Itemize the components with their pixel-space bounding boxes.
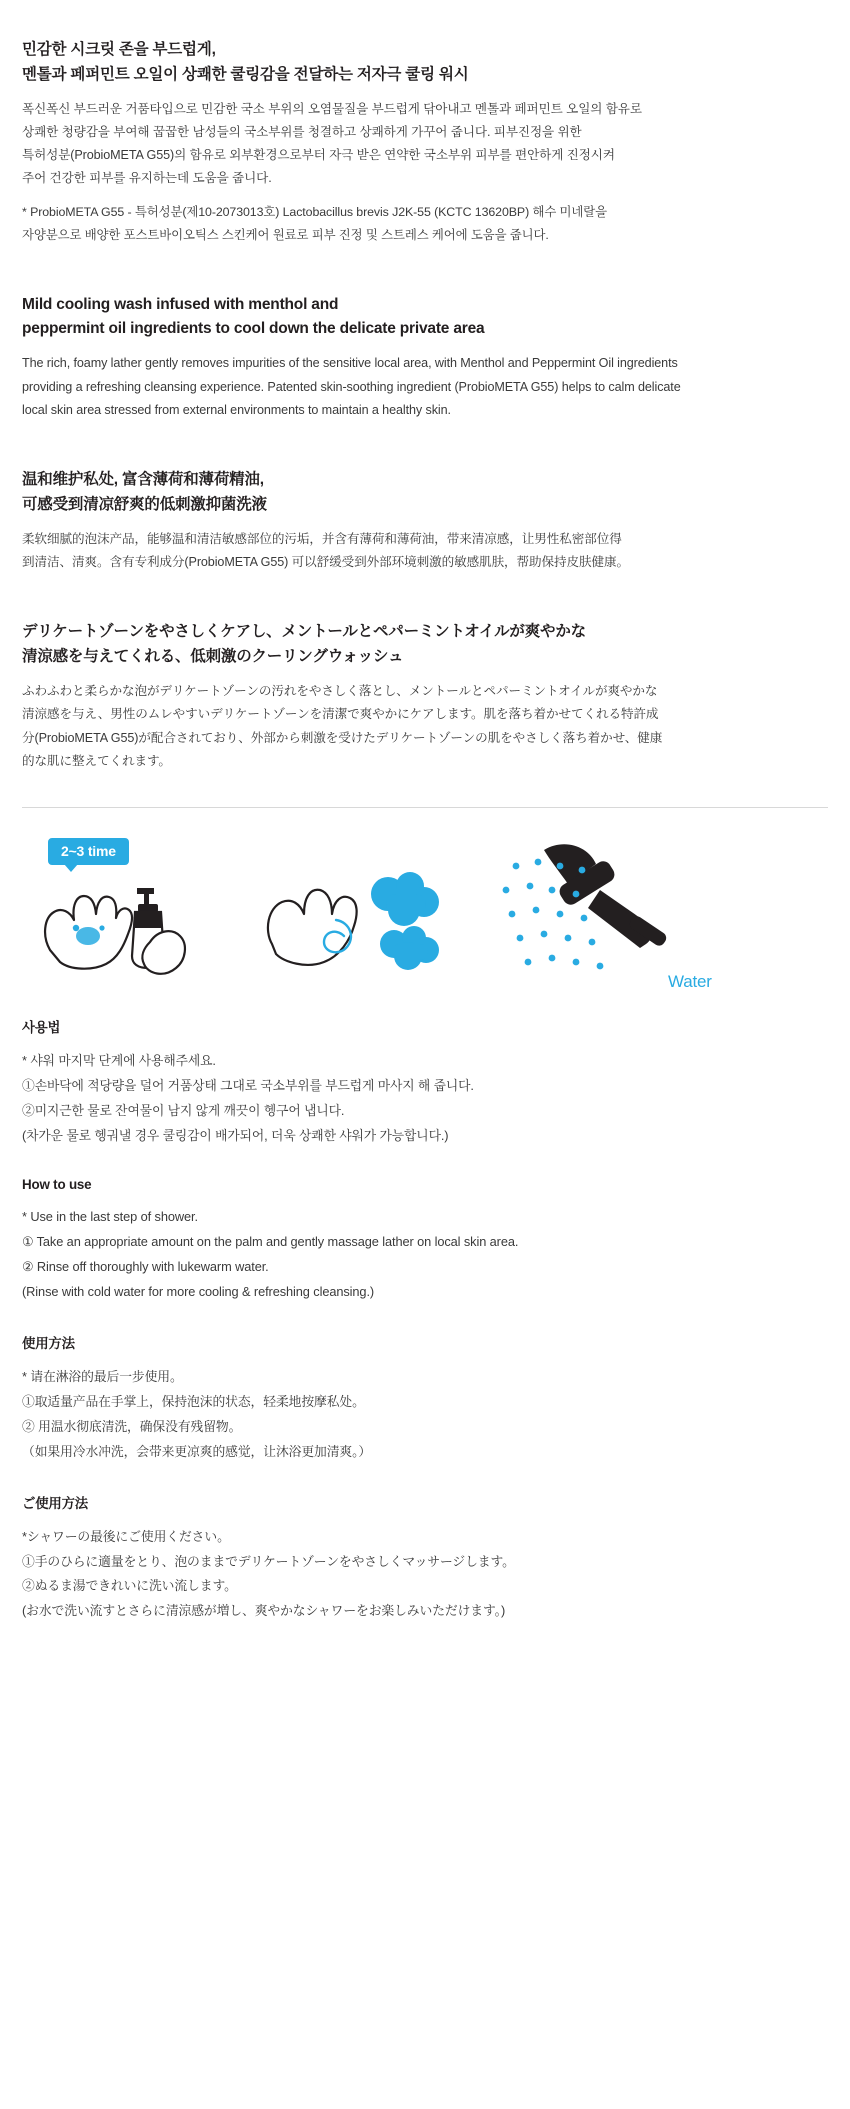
howto-japanese-line-1: *シャワーの最後にご使用ください。 bbox=[22, 1528, 230, 1544]
note-korean bbox=[22, 201, 828, 247]
howto-chinese-line-3: ② 用温水彻底清洗，确保没有残留物。 bbox=[22, 1418, 242, 1434]
headline-english-line-1: Mild cooling wash infused with menthol and bbox=[22, 295, 339, 313]
howto-korean-line-3: ②미지근한 물로 잔여물이 남지 않게 깨끗이 헹구어 냅니다. bbox=[22, 1103, 345, 1119]
howto-english-line-1: * Use in the last step of shower. bbox=[22, 1208, 198, 1224]
body-japanese-line-4: 的な肌に整えてくれます。 bbox=[22, 753, 171, 768]
headline-japanese-line-1: デリケートゾーンをやさしくケアし、メントールとペパーミントオイルが爽やかな bbox=[22, 623, 586, 641]
water-label: Water bbox=[668, 972, 712, 992]
headline-english-line-2: peppermint oil ingredients to cool down the delicate private area bbox=[22, 320, 485, 338]
headline-japanese-line-2: 清涼感を与えてくれる、低刺激のクーリングウォッシュ bbox=[22, 648, 404, 666]
section-divider bbox=[22, 807, 828, 808]
section-english bbox=[22, 293, 828, 422]
headline-korean bbox=[22, 38, 828, 88]
howto-korean-line-2: ①손바닥에 적당량을 덜어 거품상태 그대로 국소부위를 부드럽게 마사지 해 줍니다. bbox=[22, 1078, 474, 1094]
headline-chinese bbox=[22, 468, 828, 518]
foam-lather-icon bbox=[252, 832, 482, 1017]
body-japanese-line-3: 分(ProbioMETA G55)が配合されており、外部から刺激を受けたデリケートゾーンの肌をやさしく落ち着かせ、健康 bbox=[22, 730, 663, 745]
howto-english-title: How to use bbox=[22, 1176, 92, 1192]
headline-english bbox=[22, 293, 828, 343]
howto-chinese-title: 使用方法 bbox=[22, 1335, 75, 1351]
howto-japanese-line-2: ①手のひらに適量をとり、泡のままでデリケートゾーンをやさしくマッサージします。 bbox=[22, 1553, 515, 1569]
headline-chinese-line-1: 温和维护私处, 富含薄荷和薄荷精油, bbox=[22, 471, 264, 489]
body-english-line-2: providing a refreshing cleansing experience. Patented skin-soothing ingredient (ProbioMETA G55) helps to calm delicate bbox=[22, 379, 681, 394]
headline-korean-line-2: 멘톨과 페퍼민트 오일이 상쾌한 쿨링감을 전달하는 저자극 쿨링 워시 bbox=[22, 65, 469, 83]
howto-english-line-2: ① Take an appropriate amount on the palm and gently massage lather on local skin area. bbox=[22, 1233, 519, 1249]
howto-english bbox=[22, 1177, 828, 1305]
body-korean-line-1: 폭신폭신 부드러운 거품타입으로 민감한 국소 부위의 오염물질을 부드럽게 닦아내고 멘톨과 페퍼민트 오일의 함유로 bbox=[22, 101, 642, 116]
howto-korean-line-4: (차가운 물로 헹궈낼 경우 쿨링감이 배가되어, 더욱 상쾌한 샤워가 가능합니다.) bbox=[22, 1127, 449, 1143]
howto-chinese-line-1: * 请在淋浴的最后一步使用。 bbox=[22, 1368, 183, 1384]
body-chinese-line-1: 柔软细腻的泡沫产品，能够温和清洁敏感部位的污垢，并含有薄荷和薄荷油，带来清凉感，让男性私密部位得 bbox=[22, 531, 622, 546]
section-chinese bbox=[22, 468, 828, 574]
howto-english-line-4: (Rinse with cold water for more cooling & refreshing cleansing.) bbox=[22, 1283, 375, 1299]
howto-japanese-line-3: ②ぬるま湯できれいに洗い流します。 bbox=[22, 1578, 237, 1594]
body-japanese-line-2: 清涼感を与え、男性のムレやすいデリケートゾーンを清潔で爽やかにケアします。肌を落ち着かせてくれる特許成 bbox=[22, 707, 659, 722]
body-chinese-line-2: 到清洁、清爽。含有专利成分(ProbioMETA G55) 可以舒缓受到外部环境刺激的敏感肌肤，帮助保持皮肤健康。 bbox=[22, 555, 629, 570]
headline-japanese bbox=[22, 620, 828, 670]
howto-japanese bbox=[22, 1493, 828, 1625]
howto-japanese-line-4: (お水で洗い流すとさらに清涼感が増し、爽やかなシャワーをお楽しみいただけます。) bbox=[22, 1603, 506, 1619]
section-japanese bbox=[22, 620, 828, 773]
howto-chinese-line-2: ①取适量产品在手掌上，保持泡沫的状态，轻柔地按摩私处。 bbox=[22, 1393, 365, 1409]
body-english-line-3: local skin area stressed from external environments to maintain a healthy skin. bbox=[22, 402, 451, 417]
howto-korean bbox=[22, 1017, 828, 1149]
shower-head-water-icon bbox=[492, 832, 802, 1017]
badge-pump-count: 2~3 time bbox=[48, 838, 129, 865]
howto-korean-line-1: * 샤워 마지막 단계에 사용해주세요. bbox=[22, 1053, 216, 1069]
headline-korean-line-1: 민감한 시크릿 존을 부드럽게, bbox=[22, 41, 216, 58]
body-japanese bbox=[22, 680, 828, 773]
body-english-line-1: The rich, foamy lather gently removes impurities of the sensitive local area, with Menthol and Peppermint Oil ingredients bbox=[22, 356, 678, 371]
headline-chinese-line-2: 可感受到清凉舒爽的低刺激抑菌洗液 bbox=[22, 495, 267, 513]
body-japanese-line-1: ふわふわと柔らかな泡がデリケートゾーンの汚れをやさしく落とし、メントールとペパーミントオイルが爽やかな bbox=[22, 683, 658, 698]
usage-illustration-row bbox=[22, 832, 828, 1017]
section-korean bbox=[22, 38, 828, 247]
howto-japanese-title: ご使用方法 bbox=[22, 1495, 88, 1511]
body-chinese bbox=[22, 528, 828, 575]
body-korean-line-4: 주어 건강한 피부를 유지하는데 도움을 줍니다. bbox=[22, 171, 272, 186]
note-korean-line-1: * ProbioMETA G55 - 특허성분(제10-2073013호) Lactobacillus brevis J2K-55 (KCTC 13620BP) 해수 미네랄을 bbox=[22, 204, 608, 219]
howto-chinese-line-4: （如果用冷水冲洗，会带来更凉爽的感觉，让沐浴更加清爽。） bbox=[22, 1443, 372, 1459]
howto-korean-title: 사용법 bbox=[22, 1020, 61, 1036]
note-korean-line-2: 자양분으로 배양한 포스트바이오틱스 스킨케어 원료로 피부 진정 및 스트레스 케어에 도움을 줍니다. bbox=[22, 227, 549, 242]
howto-chinese bbox=[22, 1333, 828, 1465]
body-korean-line-2: 상쾌한 청량감을 부여해 꿉꿉한 남성들의 국소부위를 청결하고 상쾌하게 가꾸어 줍니다. 피부진정을 위한 bbox=[22, 124, 582, 139]
body-english bbox=[22, 352, 828, 422]
body-korean-line-3: 특허성분(ProbioMETA G55)의 함유로 외부환경으로부터 자극 받은 연약한 국소부위 피부를 편안하게 진정시켜 bbox=[22, 148, 615, 163]
body-korean bbox=[22, 98, 828, 191]
howto-english-line-3: ② Rinse off thoroughly with lukewarm water. bbox=[22, 1258, 269, 1274]
